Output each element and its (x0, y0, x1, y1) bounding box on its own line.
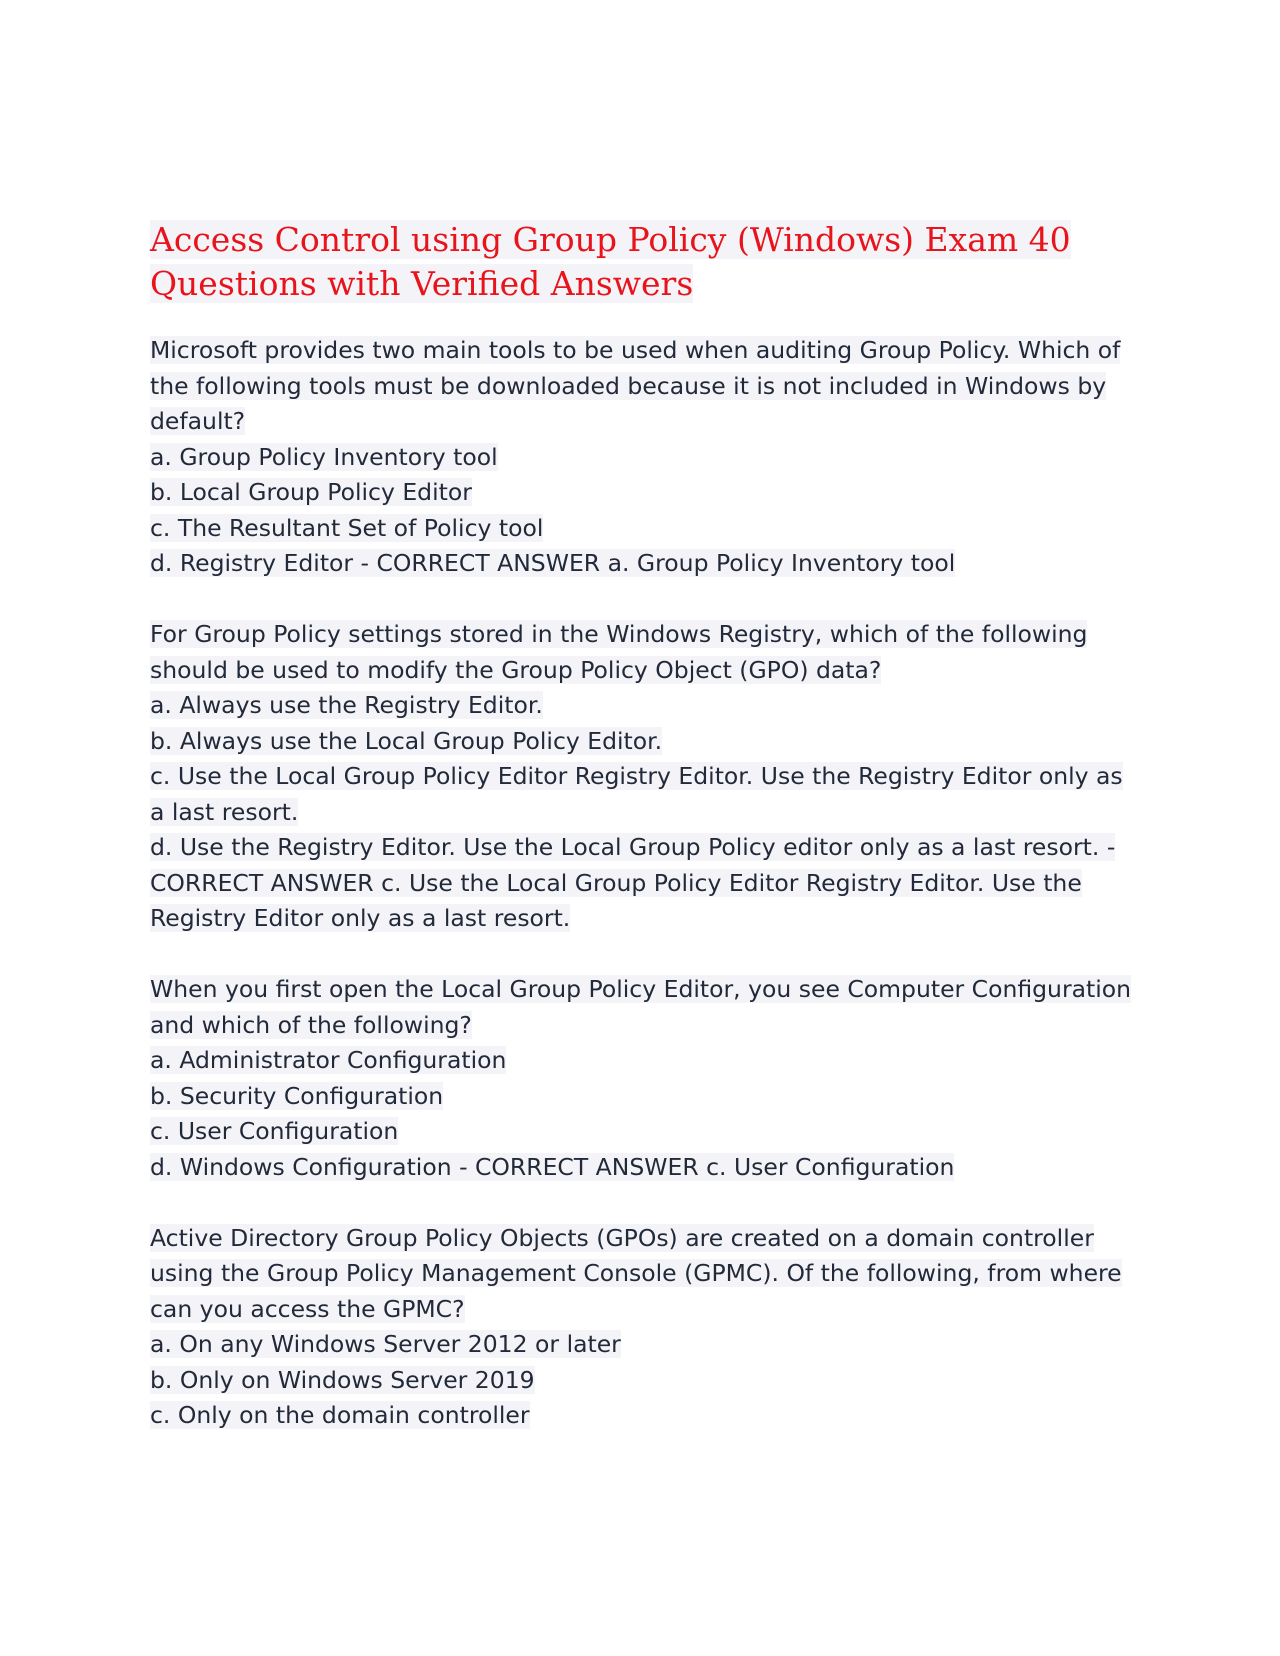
answer-option: c. Only on the domain controller (150, 1401, 530, 1429)
answer-option: a. Group Policy Inventory tool (150, 442, 498, 471)
answer-option: a. Administrator Configuration (150, 1046, 507, 1074)
document-title-text: Access Control using Group Policy (Windows) Exam 40 Questions with Verified Answers (150, 220, 1071, 303)
question-block (150, 333, 1140, 582)
answer-option: a. Always use the Registry Editor. (150, 691, 543, 719)
answer-option: c. User Configuration (150, 1117, 399, 1145)
answer-option: c. Use the Local Group Policy Editor Registry Editor. Use the Registry Editor only as a last resort. (150, 762, 1123, 826)
question-text: When you first open the Local Group Policy Editor, you see Computer Configuration and which of the following? (150, 975, 1132, 1039)
answer-option: b. Only on Windows Server 2019 (150, 1365, 535, 1394)
answer-option-with-correct-answer: d. Registry Editor - CORRECT ANSWER a. Group Policy Inventory tool (150, 549, 956, 577)
question-text: Microsoft provides two main tools to be used when auditing Group Policy. Which of the following tools must be downloaded because it is not included in Windows by default? (150, 336, 1121, 435)
answer-option: b. Security Configuration (150, 1081, 444, 1110)
answer-option: c. The Resultant Set of Policy tool (150, 513, 544, 542)
answer-option: b. Always use the Local Group Policy Editor. (150, 726, 663, 755)
answer-option: a. On any Windows Server 2012 or later (150, 1330, 621, 1358)
document-page (150, 218, 1140, 1469)
document-title (150, 218, 1140, 306)
question-text: For Group Policy settings stored in the Windows Registry, which of the following should be used to modify the Group Policy Object (GPO) data? (150, 620, 1088, 684)
question-text: Active Directory Group Policy Objects (GPOs) are created on a domain controller using the Group Policy Management Console (GPMC). Of the following, from where can you access the GPMC? (150, 1223, 1122, 1323)
answer-option: b. Local Group Policy Editor (150, 478, 472, 506)
question-block (150, 617, 1140, 937)
question-block (150, 972, 1140, 1185)
answer-option-with-correct-answer: d. Windows Configuration - CORRECT ANSWER c. User Configuration (150, 1152, 955, 1181)
answer-option-with-correct-answer: d. Use the Registry Editor. Use the Local Group Policy editor only as a last resort. - CORRECT ANSWER c. Use the Local Group Policy Editor Registry Editor. Use the Registry Editor only as a last resort. (150, 833, 1116, 932)
question-block (150, 1221, 1140, 1434)
